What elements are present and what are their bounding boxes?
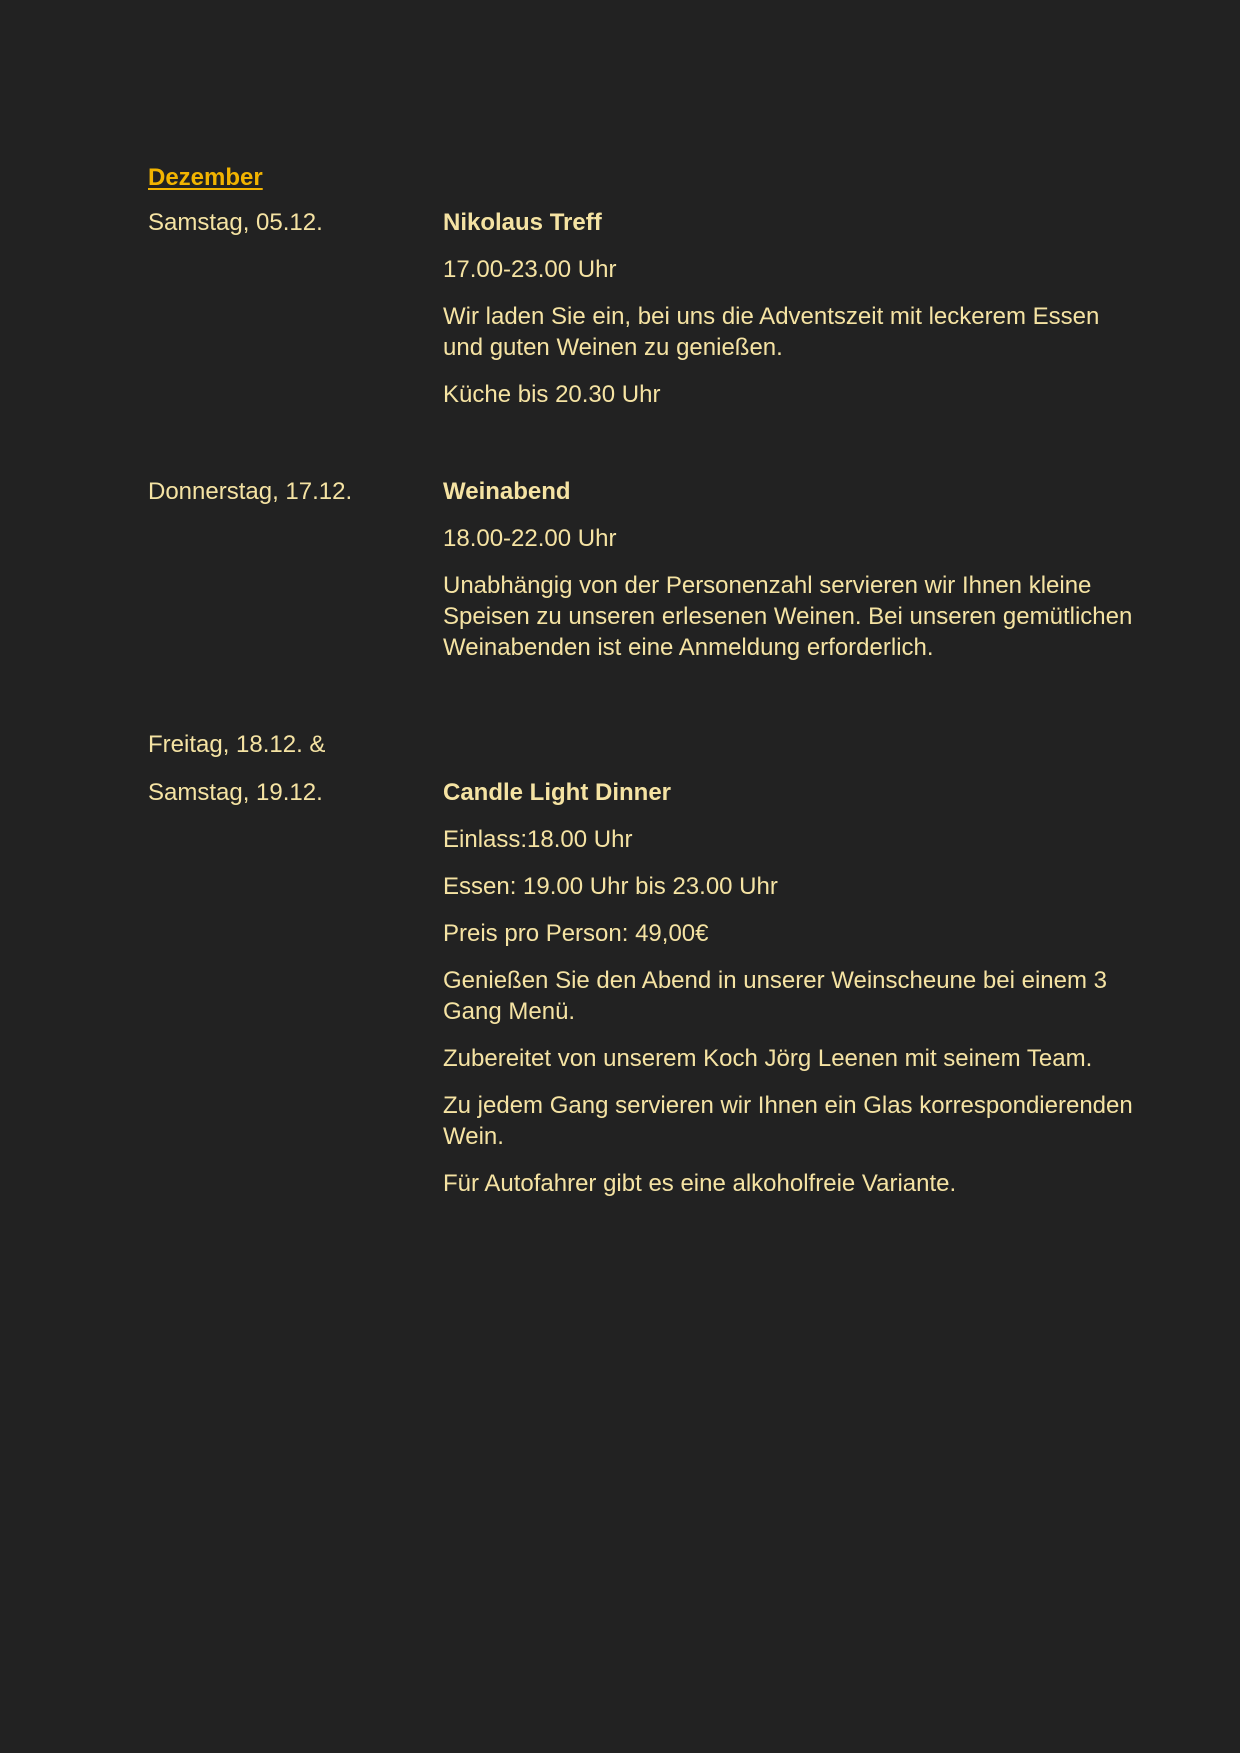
event-time: 17.00-23.00 Uhr [443, 256, 617, 283]
event-row [148, 779, 1144, 1215]
event-calendar [148, 164, 1144, 1267]
event-chef: Zubereitet von unserem Koch Jörg Leenen mit seinem Team. [443, 1045, 1093, 1072]
event-row [148, 478, 1144, 679]
event-date: Samstag, 19.12. [148, 779, 323, 806]
event-details [443, 478, 1143, 679]
event-title: Candle Light Dinner [443, 779, 671, 806]
event-alcohol-free: Für Autofahrer gibt es eine alkoholfreie Variante. [443, 1170, 957, 1197]
event-date: Samstag, 05.12. [148, 209, 323, 236]
event-candle-light-dinner [148, 731, 1144, 1215]
event-date: Donnerstag, 17.12. [148, 478, 353, 505]
event-price: Preis pro Person: 49,00€ [443, 920, 709, 947]
event-title: Nikolaus Treff [443, 209, 602, 236]
event-nikolaus-treff [148, 209, 1144, 426]
event-details [443, 209, 1143, 426]
event-kitchen-hours: Küche bis 20.30 Uhr [443, 381, 661, 408]
month-heading-link[interactable]: Dezember [148, 164, 263, 191]
event-date-first: Freitag, 18.12. & [148, 731, 326, 758]
event-description: Genießen Sie den Abend in unserer Weinscheune bei einem 3 Gang Menü. [443, 967, 1107, 1025]
event-row [148, 209, 1144, 426]
event-admission: Einlass:18.00 Uhr [443, 826, 633, 853]
event-title: Weinabend [443, 478, 571, 505]
event-wine-pairing: Zu jedem Gang servieren wir Ihnen ein Glas korrespondierenden Wein. [443, 1092, 1133, 1150]
event-description: Unabhängig von der Personenzahl servieren wir Ihnen kleine Speisen zu unseren erlesenen Weinen. Bei unseren gemütlichen Weinabenden ist eine Anmeldung erforderlich. [443, 572, 1133, 661]
event-description: Wir laden Sie ein, bei uns die Adventszeit mit leckerem Essen und guten Weinen zu genießen. [443, 303, 1100, 361]
event-weinabend [148, 478, 1144, 679]
event-time: 18.00-22.00 Uhr [443, 525, 617, 552]
event-details [443, 779, 1143, 1215]
event-dinner-time: Essen: 19.00 Uhr bis 23.00 Uhr [443, 873, 778, 900]
